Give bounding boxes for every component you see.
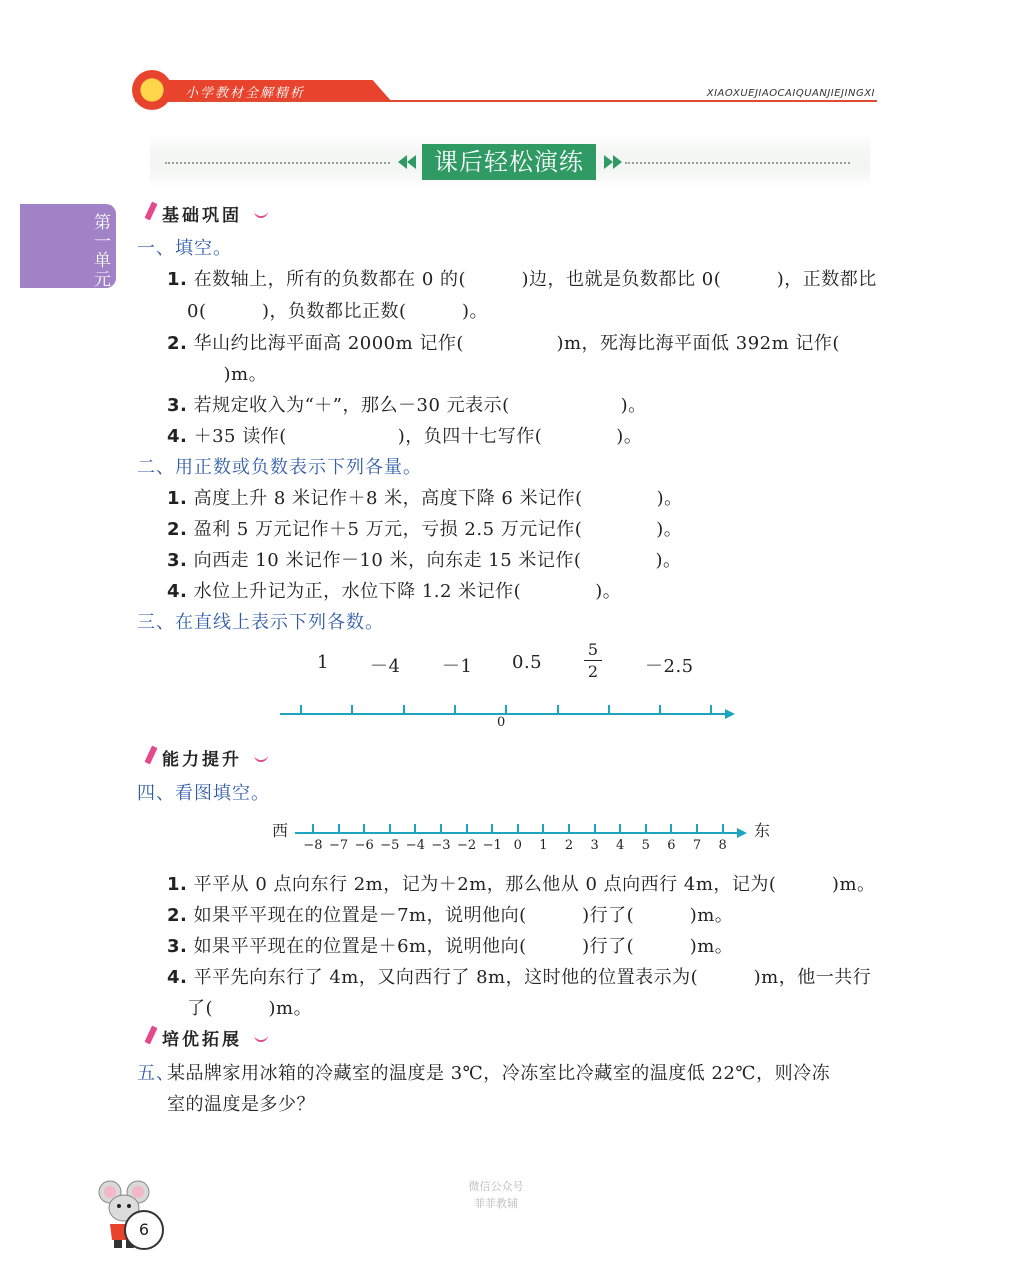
direction-line-tick-label: −7 (329, 838, 349, 853)
banner-dotted-line-left (165, 162, 390, 164)
number-item: －4 (370, 656, 401, 677)
section-title: 二、用正数或负数表示下列各量。 (137, 457, 422, 478)
subsection-basic: 基础巩固 (162, 206, 242, 226)
watermark-line: 菲菲教辅 (474, 1197, 518, 1210)
direction-line-tick-label: 2 (564, 838, 574, 853)
page-number: 6 (124, 1210, 164, 1250)
banner-arrow-right-icon (604, 155, 613, 169)
banner-dotted-line-right (625, 162, 850, 164)
direction-line-tick-label: 0 (513, 838, 522, 853)
number-line-tick (710, 705, 712, 714)
direction-line-tick-label: 3 (590, 838, 599, 853)
watermark (456, 1178, 536, 1212)
direction-line-tick (722, 824, 724, 833)
direction-line-tick-label: −5 (380, 838, 400, 853)
direction-line-tick (389, 824, 391, 833)
axis-east-label: 东 (754, 821, 771, 840)
direction-line-tick (363, 824, 365, 833)
direction-line-tick (594, 824, 596, 833)
direction-line-tick-label: 5 (641, 838, 650, 853)
watermark-line: 微信公众号 (468, 1180, 524, 1193)
direction-line-tick (542, 824, 544, 833)
number-line-tick (454, 705, 456, 714)
number-item: 1 (317, 652, 329, 673)
direction-line-tick (312, 824, 314, 833)
direction-line-tick-label: −8 (303, 838, 323, 853)
number-line-tick (505, 705, 507, 714)
direction-line-tick (491, 824, 493, 833)
question-line: 2. 华山约比海平面高 2000m 记作( )m，死海比海平面低 392m 记作( (167, 333, 840, 354)
number-line-tick (403, 705, 405, 714)
number-item: －2.5 (645, 656, 694, 677)
question-line: 2. 盈利 5 万元记作＋5 万元，亏损 2.5 万元记作( )。 (167, 519, 683, 540)
question-line: 了( )m。 (187, 998, 313, 1019)
swirl-icon (254, 1032, 268, 1042)
axis-west-label: 西 (272, 821, 289, 840)
direction-line-tick-label: −6 (354, 838, 374, 853)
direction-line-tick (414, 824, 416, 833)
section-title: 五、 (137, 1063, 175, 1084)
direction-line-tick (670, 824, 672, 833)
banner-title: 课后轻松演练 (422, 144, 596, 180)
direction-line-tick (568, 824, 570, 833)
direction-line-tick-label: 8 (718, 838, 727, 853)
swirl-icon (254, 208, 268, 218)
direction-line-tick (440, 824, 442, 833)
number-line-tick (351, 705, 353, 714)
question-line: 1. 高度上升 8 米记作＋8 米，高度下降 6 米记作( )。 (167, 488, 683, 509)
swirl-icon (254, 752, 268, 762)
number-line-zero-label: 0 (497, 715, 506, 730)
book-logo-icon (132, 70, 172, 110)
direction-line-tick (466, 824, 468, 833)
subsection-extend: 培优拓展 (162, 1030, 242, 1050)
direction-line-tick-label: 7 (692, 838, 702, 853)
question-line: 4. ＋35 读作( )，负四十七写作( )。 (167, 426, 643, 447)
number-item: －1 (442, 656, 473, 677)
pencil-icon (144, 1026, 157, 1045)
number-line-arrow-icon (725, 709, 735, 719)
fraction-denominator: 2 (587, 662, 599, 681)
question-line: 3. 若规定收入为“＋”，那么－30 元表示( )。 (167, 395, 647, 416)
question-line: 4. 水位上升记为正，水位下降 1.2 米记作( )。 (167, 581, 622, 602)
fraction-numerator: 5 (587, 640, 599, 659)
side-tab-char: 第 (94, 213, 111, 233)
question-line: 2. 如果平平现在的位置是－7m，说明他向( )行了( )m。 (167, 905, 734, 926)
fraction-bar (584, 660, 602, 661)
question-line: 1. 平平从 0 点向东行 2m，记为＋2m，那么他从 0 点向西行 4m，记为( )m。 (167, 874, 876, 895)
question-line: 某品牌家用冰箱的冷藏室的温度是 3℃，冷冻室比冷藏室的温度低 22℃，则冷冻 (167, 1063, 831, 1084)
question-line: )m。 (205, 364, 268, 385)
direction-line-tick (517, 824, 519, 833)
question-line: 3. 向西走 10 米记作－10 米，向东走 15 米记作( )。 (167, 550, 682, 571)
pencil-icon (144, 746, 157, 765)
direction-line-tick (645, 824, 647, 833)
side-tab-char: 元 (94, 270, 111, 290)
direction-line-tick (338, 824, 340, 833)
question-line: 1. 在数轴上，所有的负数都在 0 的( )边，也就是负数都比 0( )，正数都比 (167, 269, 877, 290)
direction-line-tick-label: −1 (482, 838, 502, 853)
unit-side-tab (20, 204, 116, 288)
side-tab-char: 单 (94, 251, 111, 271)
banner-arrow-left-icon (398, 155, 407, 169)
direction-line-tick-label: 4 (616, 838, 625, 853)
direction-line-tick-label: 6 (667, 838, 676, 853)
question-line: 室的温度是多少？ (167, 1094, 315, 1115)
direction-line-tick-label: −3 (431, 838, 451, 853)
number-line-tick (557, 705, 559, 714)
direction-line-tick (619, 824, 621, 833)
section-title: 四、看图填空。 (137, 783, 270, 804)
direction-line-tick-label: −4 (405, 838, 425, 853)
direction-line-tick (696, 824, 698, 833)
side-tab-char: 一 (94, 232, 111, 252)
banner-arrow-right-icon (613, 155, 622, 169)
direction-line-arrow-icon (737, 828, 747, 838)
subsection-ability: 能力提升 (162, 750, 242, 770)
number-line-tick (608, 705, 610, 714)
banner-arrow-left-icon (407, 155, 416, 169)
direction-line-tick-label: −2 (457, 838, 477, 853)
question-line: 3. 如果平平现在的位置是＋6m，说明他向( )行了( )m。 (167, 936, 734, 957)
question-line: 0( )，负数都比正数( )。 (187, 301, 489, 322)
section-title: 三、在直线上表示下列各数。 (137, 612, 384, 633)
question-line: 4. 平平先向东行了 4m，又向西行了 8m，这时他的位置表示为( )m，他一共行 (167, 967, 872, 988)
header-title: 小学教材全解精析 (185, 86, 306, 101)
direction-line-tick-label: 1 (539, 838, 548, 853)
number-item: 0.5 (512, 652, 543, 673)
number-line-tick (659, 705, 661, 714)
header-pinyin: XIAOXUEJIAOCAIQUANJIEJINGXI (706, 88, 875, 99)
section-title: 一、填空。 (137, 238, 232, 259)
number-line-tick (300, 705, 302, 714)
fraction (584, 640, 602, 681)
pencil-icon (144, 202, 157, 221)
